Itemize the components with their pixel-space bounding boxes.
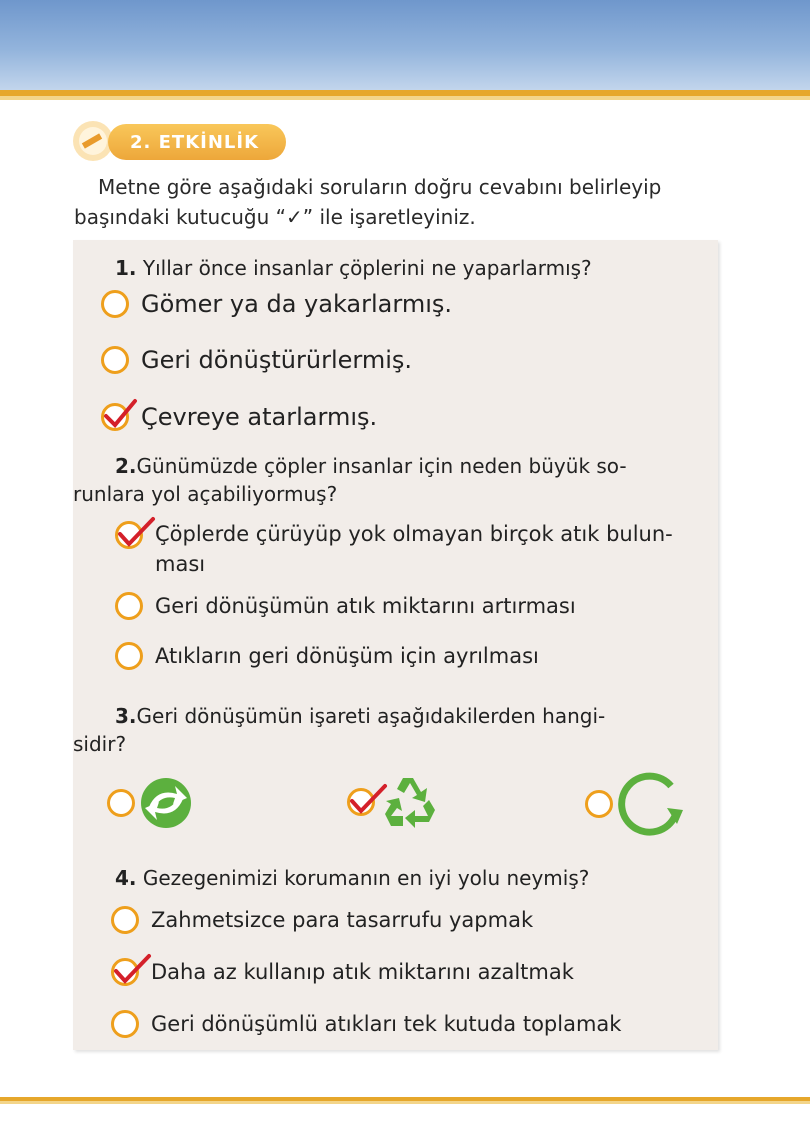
check-mark-icon: [112, 953, 152, 987]
option-text: Geri dönüşümün atık miktarını artırması: [155, 594, 576, 618]
instructions: [74, 172, 724, 232]
option-1a[interactable]: [101, 290, 452, 318]
footer-divider-light: [0, 1101, 810, 1104]
option-1b[interactable]: [101, 346, 412, 374]
option-text: Daha az kullanıp atık miktarını azaltmak: [151, 960, 574, 984]
question-text-line2: sidir?: [73, 732, 127, 756]
answer-circle[interactable]: [115, 642, 143, 670]
option-3a[interactable]: [107, 774, 195, 832]
answer-circle[interactable]: [101, 290, 129, 318]
header-band: [0, 0, 810, 90]
circular-arrow-icon: [617, 768, 689, 840]
option-text: Gömer ya da yakarlarmış.: [141, 290, 452, 318]
option-4b[interactable]: [111, 958, 574, 986]
recycle-icon: [379, 770, 443, 834]
option-3c[interactable]: [585, 768, 689, 840]
answer-circle[interactable]: [101, 403, 129, 431]
option-1c[interactable]: [101, 403, 377, 431]
option-text-line2: ması: [155, 552, 206, 576]
instructions-line1: Metne göre aşağıdaki soruların doğru cevabını belirleyip: [98, 175, 662, 199]
question-number: 4.: [115, 866, 137, 890]
question-3: [73, 702, 703, 758]
check-mark-icon: [102, 398, 138, 430]
question-text: Gezegenimizi korumanın en iyi yolu neymiş?: [142, 866, 590, 890]
answer-circle[interactable]: [115, 592, 143, 620]
option-2a[interactable]: [115, 519, 673, 579]
option-4c[interactable]: [111, 1010, 621, 1038]
option-text: Çevreye atarlarmış.: [141, 403, 378, 431]
option-text: Zahmetsizce para tasarrufu yapmak: [151, 908, 534, 932]
question-2: [73, 452, 703, 508]
question-panel: [73, 240, 718, 1050]
answer-circle[interactable]: [347, 788, 375, 816]
question-text-line1: Geri dönüşümün işareti aşağıdakilerden hangi-: [136, 704, 606, 728]
instructions-line2: başındaki kutucuğu “✓” ile işaretleyiniz.: [74, 205, 476, 229]
option-4a[interactable]: [111, 906, 533, 934]
question-number: 2.: [115, 454, 137, 478]
option-text: Geri dönüşümlü atıkları tek kutuda toplamak: [151, 1012, 622, 1036]
option-2b[interactable]: [115, 592, 576, 620]
question-text: Yıllar önce insanlar çöplerini ne yaparlarmış?: [142, 256, 592, 280]
option-3b[interactable]: [347, 770, 443, 834]
question-1: [115, 254, 592, 282]
check-mark-icon: [348, 783, 388, 817]
question-4: [115, 864, 589, 892]
question-text-line1: Günümüzde çöpler insanlar için neden büyük so-: [136, 454, 627, 478]
check-mark-icon: [116, 516, 156, 550]
question-text-line2: runlara yol açabiliyormuş?: [73, 482, 338, 506]
activity-badge: [108, 124, 286, 160]
option-2c[interactable]: [115, 642, 539, 670]
two-arrows-icon: [137, 774, 195, 832]
option-text: Geri dönüştürürlermiş.: [141, 346, 412, 374]
answer-circle[interactable]: [107, 789, 135, 817]
question-number: 1.: [115, 256, 137, 280]
answer-circle[interactable]: [101, 346, 129, 374]
activity-title: 2. ETKİNLİK: [130, 131, 260, 153]
answer-circle[interactable]: [111, 1010, 139, 1038]
answer-circle[interactable]: [111, 958, 139, 986]
option-text-line1: Çöplerde çürüyüp yok olmayan birçok atık bulun-: [155, 522, 673, 546]
header-divider-light: [0, 96, 810, 100]
answer-circle[interactable]: [115, 521, 143, 549]
answer-circle[interactable]: [111, 906, 139, 934]
option-text: Atıkların geri dönüşüm için ayrılması: [155, 644, 539, 668]
answer-circle[interactable]: [585, 790, 613, 818]
question-number: 3.: [115, 704, 137, 728]
